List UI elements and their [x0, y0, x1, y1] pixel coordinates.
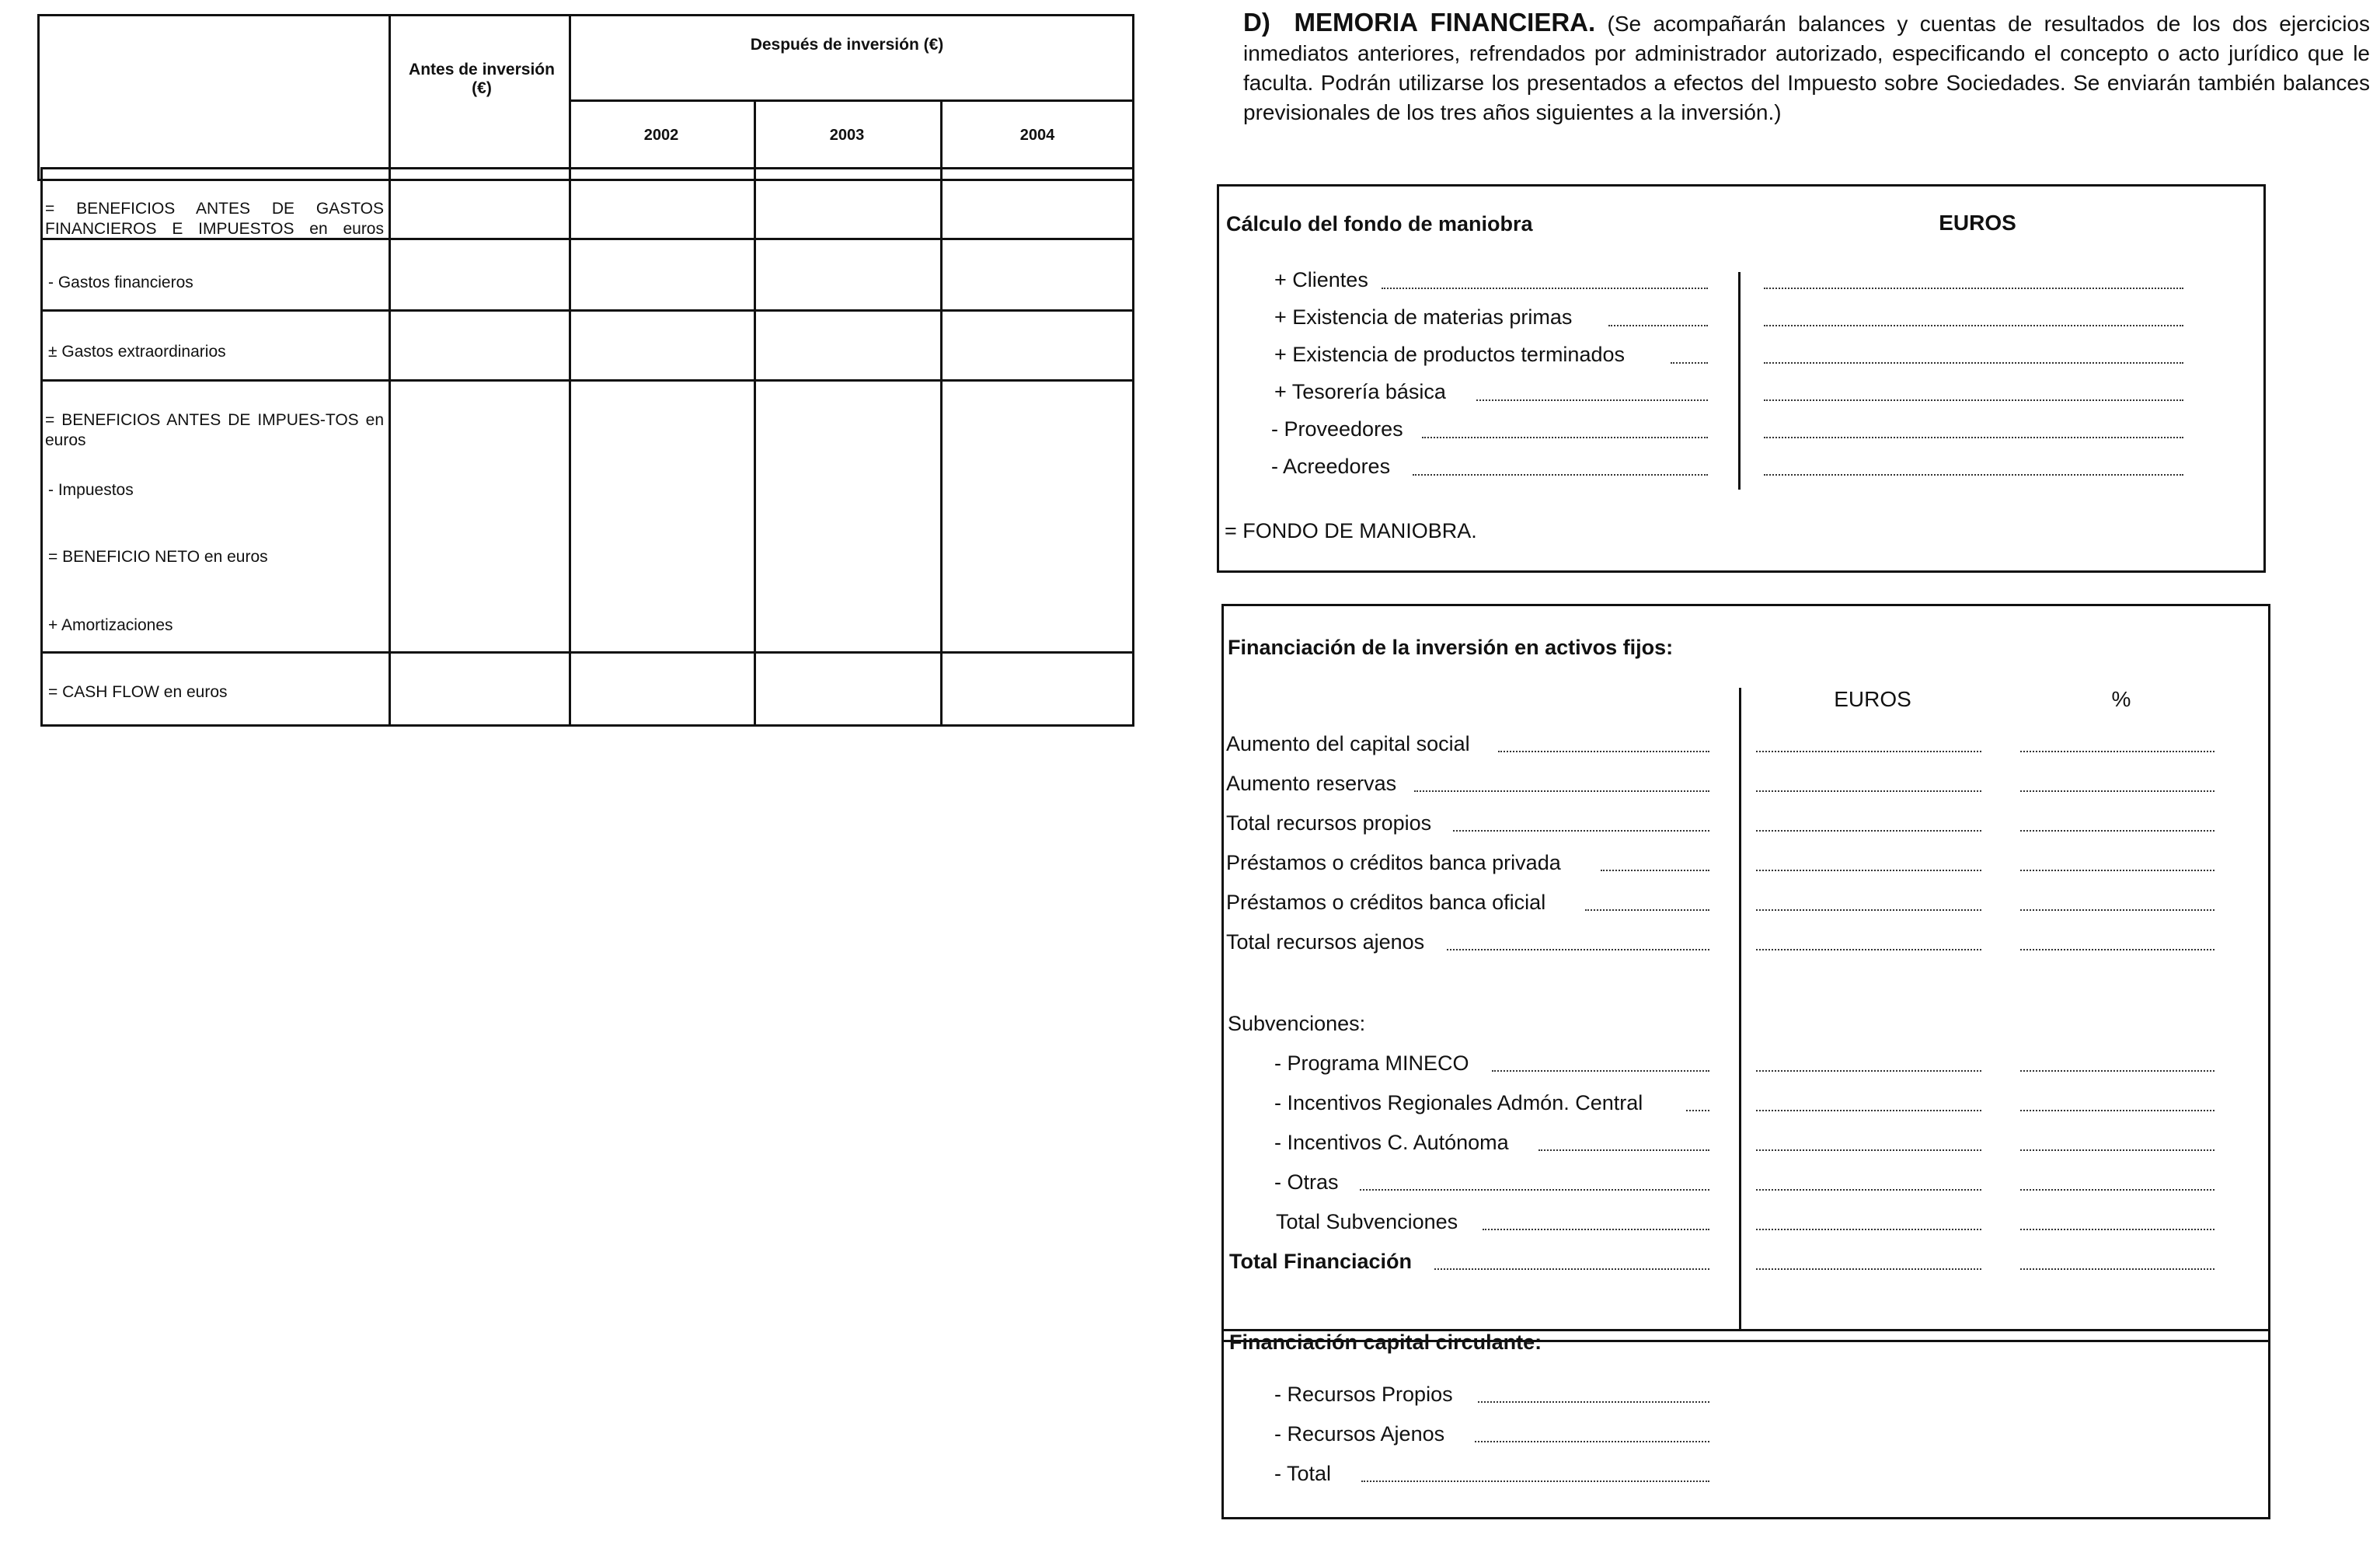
financiacion-item: Préstamos o créditos banca privada — [1226, 851, 1561, 874]
section-description: (Se acompañarán balances y cuentas de resultados de los dos ejercicios inmediatos anteriores, refrendados por administrador autorizado, especificando el concepto o acto jurídico que le faculta. Podrán utilizarse los presentados a efectos del Impuesto sobre Sociedades. Se enviarán también balances previsionales de los tres años siguientes a la inversión.) — [1243, 12, 2371, 124]
fondo-item: + Clientes — [1274, 268, 1368, 291]
year-header: 2003 — [829, 127, 865, 144]
financiacion-item: Préstamos o créditos banca oficial — [1226, 891, 1546, 914]
financiacion-pct-header: % — [2111, 687, 2131, 711]
circulante-item: - Total — [1274, 1462, 1332, 1485]
section-title: MEMORIA FINANCIERA. — [1294, 8, 1596, 37]
financiacion-item: Aumento del capital social — [1226, 732, 1470, 755]
fondo-item: + Tesorería básica — [1274, 380, 1446, 403]
row-label: = CASH FLOW en euros — [48, 683, 228, 701]
financiacion-item: Aumento reservas — [1226, 772, 1397, 795]
fondo-euros-header: EUROS — [1939, 211, 2016, 235]
fondo-item: + Existencia de productos terminados — [1274, 343, 1625, 366]
circulante-item: - Recursos Ajenos — [1274, 1422, 1445, 1446]
memoria-heading — [1243, 8, 2370, 127]
despues-header: Después de inversión (€) — [750, 36, 944, 54]
row-label: = BENEFICIOS ANTES DE IMPUES-TOS en euros — [45, 411, 384, 449]
section-label: D) — [1243, 8, 1270, 37]
row-label: - Impuestos — [48, 481, 134, 499]
financiacion-item: Total recursos ajenos — [1226, 930, 1425, 954]
subvencion-item: - Incentivos C. Autónoma — [1274, 1131, 1509, 1154]
financiacion-title: Financiación de la inversión en activos fijos: — [1228, 636, 1674, 659]
total-subvenciones: Total Subvenciones — [1276, 1210, 1458, 1233]
subvencion-item: - Otras — [1274, 1170, 1339, 1194]
year-header: 2004 — [1019, 127, 1055, 144]
subvencion-item: - Programa MINECO — [1274, 1052, 1469, 1075]
financiacion-item: Total recursos propios — [1226, 811, 1432, 835]
subvenciones-title: Subvenciones: — [1228, 1012, 1366, 1035]
fondo-item: - Proveedores — [1271, 417, 1403, 441]
row-label: - Gastos financieros — [48, 274, 193, 291]
fondo-title: Cálculo del fondo de maniobra — [1226, 212, 1533, 235]
row-label: ± Gastos extraordinarios — [48, 343, 226, 361]
circulante-title: Financiación capital circulante: — [1229, 1331, 1542, 1354]
row-label: = BENEFICIO NETO en euros — [48, 548, 268, 566]
fondo-item: + Existencia de materias primas — [1274, 305, 1573, 329]
fondo-total: = FONDO DE MANIOBRA. — [1225, 519, 1477, 542]
row-label: = BENEFICIOS ANTES DE GASTOS FINANCIEROS E IMPUESTOS en euros — [45, 200, 384, 238]
antes-header: Antes de inversión (€) — [409, 61, 555, 97]
fondo-item: - Acreedores — [1271, 455, 1391, 478]
subvencion-item: - Incentivos Regionales Admón. Central — [1274, 1091, 1643, 1114]
row-label: + Amortizaciones — [48, 616, 173, 634]
financiacion-euros-header: EUROS — [1834, 687, 1911, 711]
circulante-item: - Recursos Propios — [1274, 1383, 1453, 1406]
total-financiacion: Total Financiación — [1229, 1250, 1413, 1273]
year-header: 2002 — [643, 127, 679, 144]
